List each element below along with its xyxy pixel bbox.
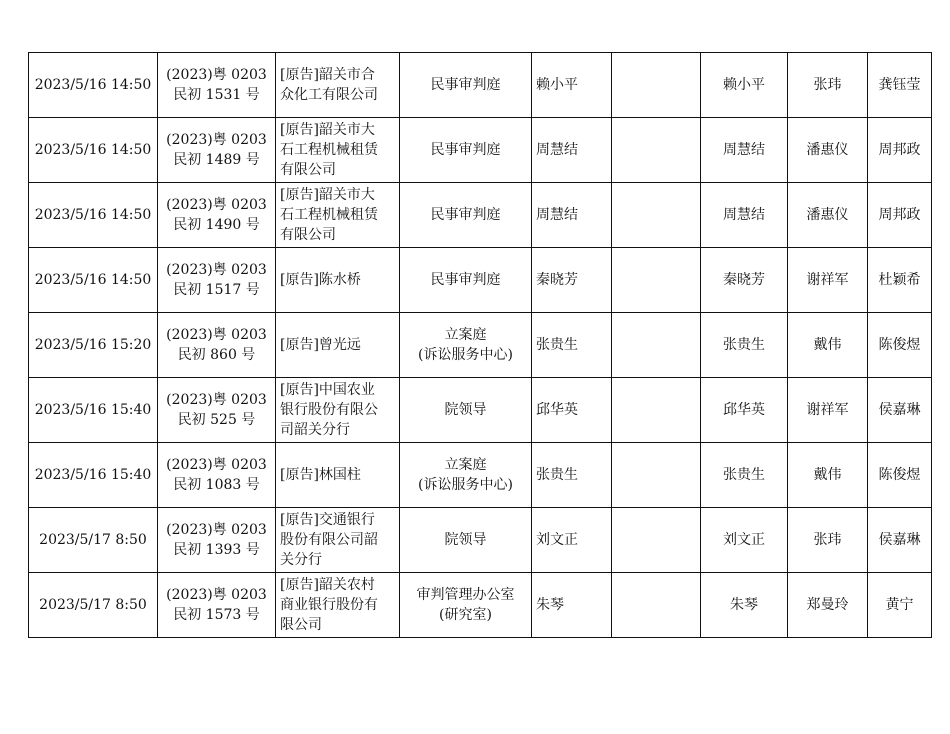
clerk-cell: 谢祥军 <box>788 248 868 313</box>
party-line: [原告]中国农业 <box>280 382 375 398</box>
party-cell <box>276 53 400 118</box>
case-number-line: 民初 1531 号 <box>173 87 260 103</box>
case-number-cell <box>158 508 276 573</box>
clerk-cell: 潘惠仪 <box>788 183 868 248</box>
recorder-cell: 周邦政 <box>868 183 932 248</box>
empty-cell <box>612 118 701 183</box>
case-number-line: (2023)粤 0203 <box>166 327 267 343</box>
department-cell <box>400 573 532 638</box>
clerk-cell: 潘惠仪 <box>788 118 868 183</box>
party-line: 有限公司 <box>280 227 336 243</box>
party-cell <box>276 248 400 313</box>
party-cell <box>276 183 400 248</box>
department-cell <box>400 313 532 378</box>
case-number-line: 民初 525 号 <box>177 412 256 428</box>
clerk-cell: 郑曼玲 <box>788 573 868 638</box>
party-line: 有限公司 <box>280 162 336 178</box>
party-line: 关分行 <box>280 552 322 568</box>
case-number-line: 民初 860 号 <box>177 347 256 363</box>
case-number-line: 民初 1393 号 <box>173 542 260 558</box>
recorder-cell: 周邦政 <box>868 118 932 183</box>
department-line: 审判管理办公室 <box>416 587 515 603</box>
department-cell <box>400 53 532 118</box>
case-number-line: 民初 1490 号 <box>173 217 260 233</box>
judge-cell: 刘文正 <box>532 508 612 573</box>
department-cell <box>400 443 532 508</box>
presiding-judge-cell: 周慧结 <box>701 183 788 248</box>
party-line: [原告]林国柱 <box>280 467 361 483</box>
judge-cell: 赖小平 <box>532 53 612 118</box>
party-line: 司韶关分行 <box>280 422 350 438</box>
party-line: [原告]韶关市大 <box>280 187 375 203</box>
clerk-cell: 戴伟 <box>788 313 868 378</box>
hearing-schedule-table <box>28 52 932 638</box>
department-line: 民事审判庭 <box>430 142 501 158</box>
department-line: (诉讼服务中心) <box>418 347 513 363</box>
recorder-cell: 杜颖希 <box>868 248 932 313</box>
party-line: [原告]韶关市合 <box>280 67 375 83</box>
empty-cell <box>612 573 701 638</box>
case-number-line: (2023)粤 0203 <box>166 457 267 473</box>
party-line: 商业银行股份有 <box>280 597 378 613</box>
table-row <box>29 313 932 378</box>
table-row <box>29 508 932 573</box>
case-number-cell <box>158 313 276 378</box>
hearing-time-cell: 2023/5/16 14:50 <box>29 53 158 118</box>
clerk-cell: 张玮 <box>788 53 868 118</box>
department-cell <box>400 248 532 313</box>
judge-cell: 朱琴 <box>532 573 612 638</box>
judge-cell: 邱华英 <box>532 378 612 443</box>
department-line: 立案庭 <box>444 327 487 343</box>
case-number-cell <box>158 248 276 313</box>
hearing-time-cell: 2023/5/17 8:50 <box>29 508 158 573</box>
judge-cell: 张贵生 <box>532 443 612 508</box>
recorder-cell: 龚钰莹 <box>868 53 932 118</box>
hearing-time-cell: 2023/5/16 15:40 <box>29 443 158 508</box>
presiding-judge-cell: 秦晓芳 <box>701 248 788 313</box>
party-line: 股份有限公司韶 <box>280 532 378 548</box>
hearing-time-cell: 2023/5/16 15:40 <box>29 378 158 443</box>
presiding-judge-cell: 朱琴 <box>701 573 788 638</box>
table-row <box>29 378 932 443</box>
party-cell <box>276 378 400 443</box>
presiding-judge-cell: 张贵生 <box>701 313 788 378</box>
judge-cell: 秦晓芳 <box>532 248 612 313</box>
schedule-body <box>29 53 932 638</box>
recorder-cell: 侯嘉琳 <box>868 508 932 573</box>
hearing-time-cell: 2023/5/16 14:50 <box>29 183 158 248</box>
judge-cell: 张贵生 <box>532 313 612 378</box>
party-cell <box>276 313 400 378</box>
table-row <box>29 53 932 118</box>
department-line: 立案庭 <box>444 457 487 473</box>
case-number-cell <box>158 53 276 118</box>
empty-cell <box>612 313 701 378</box>
hearing-time-cell: 2023/5/16 15:20 <box>29 313 158 378</box>
empty-cell <box>612 183 701 248</box>
department-cell <box>400 508 532 573</box>
case-number-cell <box>158 118 276 183</box>
case-number-line: (2023)粤 0203 <box>166 522 267 538</box>
presiding-judge-cell: 张贵生 <box>701 443 788 508</box>
case-number-line: (2023)粤 0203 <box>166 262 267 278</box>
department-cell <box>400 118 532 183</box>
party-line: 石工程机械租赁 <box>280 142 378 158</box>
presiding-judge-cell: 周慧结 <box>701 118 788 183</box>
department-cell <box>400 378 532 443</box>
recorder-cell: 陈俊煜 <box>868 313 932 378</box>
party-cell <box>276 508 400 573</box>
empty-cell <box>612 508 701 573</box>
case-number-line: 民初 1573 号 <box>173 607 260 623</box>
department-line: 院领导 <box>444 532 487 548</box>
department-line: 民事审判庭 <box>430 77 501 93</box>
party-line: [原告]韶关农村 <box>280 577 375 593</box>
case-number-line: (2023)粤 0203 <box>166 392 267 408</box>
party-cell <box>276 118 400 183</box>
empty-cell <box>612 443 701 508</box>
judge-cell: 周慧结 <box>532 118 612 183</box>
presiding-judge-cell: 赖小平 <box>701 53 788 118</box>
party-line: [原告]交通银行 <box>280 512 375 528</box>
presiding-judge-cell: 刘文正 <box>701 508 788 573</box>
hearing-time-cell: 2023/5/17 8:50 <box>29 573 158 638</box>
department-line: 院领导 <box>444 402 487 418</box>
party-line: 限公司 <box>280 617 322 633</box>
case-number-cell <box>158 183 276 248</box>
party-line: [原告]陈水桥 <box>280 272 361 288</box>
clerk-cell: 张玮 <box>788 508 868 573</box>
department-line: 民事审判庭 <box>430 207 501 223</box>
department-line: 民事审判庭 <box>430 272 501 288</box>
party-cell <box>276 573 400 638</box>
department-line: (诉讼服务中心) <box>418 477 513 493</box>
schedule-sheet <box>28 52 932 638</box>
hearing-time-cell: 2023/5/16 14:50 <box>29 248 158 313</box>
department-cell <box>400 183 532 248</box>
table-row <box>29 443 932 508</box>
recorder-cell: 黄宁 <box>868 573 932 638</box>
department-line: (研究室) <box>439 607 492 623</box>
case-number-line: (2023)粤 0203 <box>166 132 267 148</box>
table-row <box>29 248 932 313</box>
presiding-judge-cell: 邱华英 <box>701 378 788 443</box>
case-number-line: (2023)粤 0203 <box>166 67 267 83</box>
case-number-line: 民初 1489 号 <box>173 152 260 168</box>
case-number-line: 民初 1083 号 <box>173 477 260 493</box>
case-number-line: (2023)粤 0203 <box>166 197 267 213</box>
empty-cell <box>612 53 701 118</box>
party-line: [原告]韶关市大 <box>280 122 375 138</box>
table-row <box>29 573 932 638</box>
recorder-cell: 侯嘉琳 <box>868 378 932 443</box>
judge-cell: 周慧结 <box>532 183 612 248</box>
case-number-cell <box>158 378 276 443</box>
case-number-cell <box>158 573 276 638</box>
table-row <box>29 183 932 248</box>
hearing-time-cell: 2023/5/16 14:50 <box>29 118 158 183</box>
clerk-cell: 谢祥军 <box>788 378 868 443</box>
party-cell <box>276 443 400 508</box>
case-number-line: (2023)粤 0203 <box>166 587 267 603</box>
clerk-cell: 戴伟 <box>788 443 868 508</box>
party-line: 石工程机械租赁 <box>280 207 378 223</box>
party-line: 众化工有限公司 <box>280 87 378 103</box>
empty-cell <box>612 248 701 313</box>
case-number-line: 民初 1517 号 <box>173 282 260 298</box>
table-row <box>29 118 932 183</box>
empty-cell <box>612 378 701 443</box>
party-line: 银行股份有限公 <box>280 402 378 418</box>
recorder-cell: 陈俊煜 <box>868 443 932 508</box>
case-number-cell <box>158 443 276 508</box>
party-line: [原告]曾光远 <box>280 337 361 353</box>
